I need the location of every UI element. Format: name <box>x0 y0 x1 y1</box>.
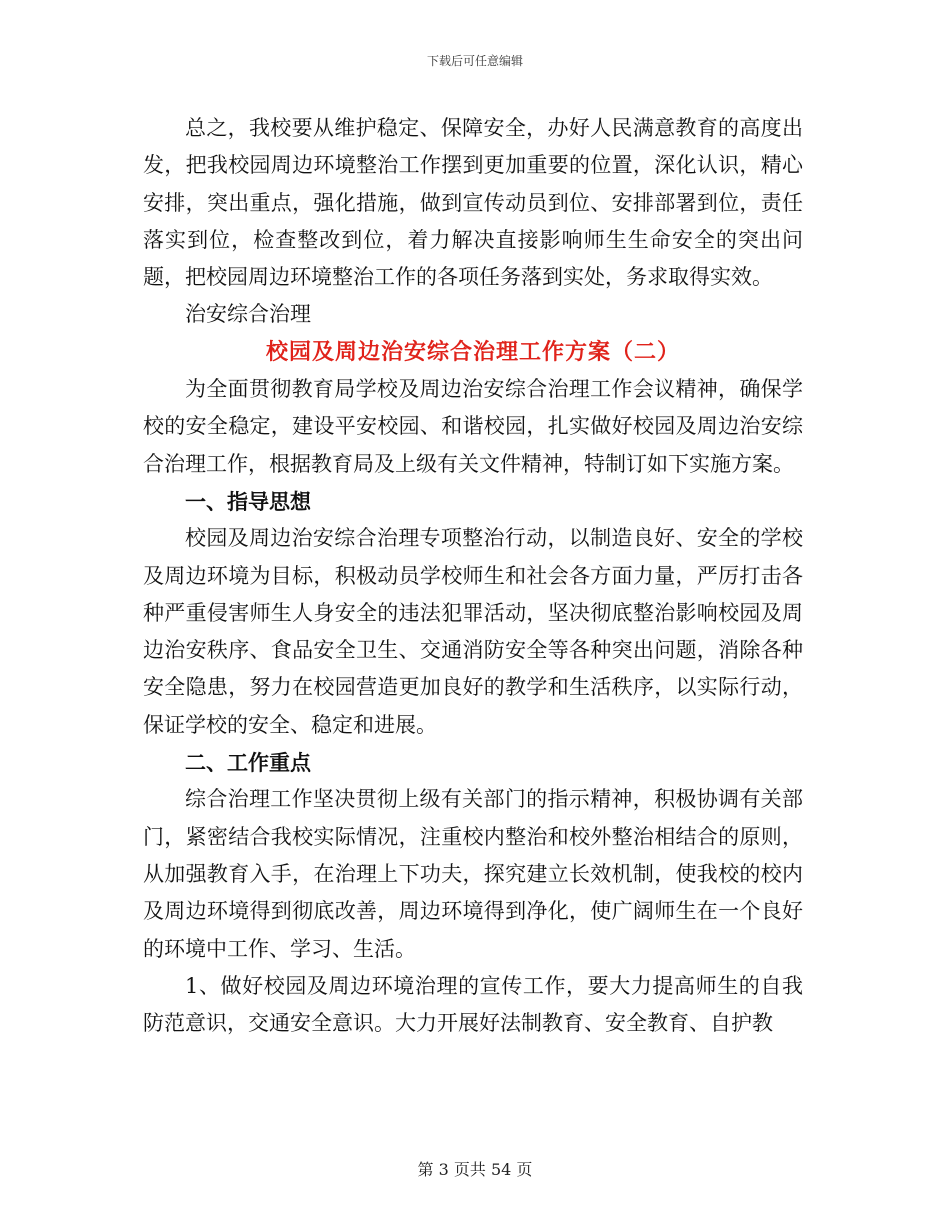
page-footer: 第 3 页共 54 页 <box>417 1160 533 1179</box>
paragraph-guiding-ideology: 校园及周边治安综合治理专项整治行动，以制造良好、安全的学校及周边环境为目标，积极动员学校师生和社会各方面力量，严厉打击各种严重侵害师生人身安全的违法犯罪活动，坚决彻底整治影响校园及周边治安秩序、食品安全卫生、交通消防安全等各种突出问题，消除各种安全隐患，努力在校园营造更加良好的教学和生活秩序，以实际行动，保证学校的安全、稳定和进展。 <box>143 526 803 737</box>
document-body <box>143 110 803 1042</box>
document-title: 校园及周边治安综合治理工作方案（二） <box>265 338 680 365</box>
paragraph-item-1: 1、做好校园及周边环境治理的宣传工作，要大力提高师生的自我防范意识，交通安全意识。大力开展好法制教育、安全教育、自护教 <box>143 973 803 1036</box>
heading-work-focus: 二、工作重点 <box>185 750 311 776</box>
paragraph-work-focus: 综合治理工作坚决贯彻上级有关部门的指示精神，积极协调有关部门，紧密结合我校实际情况，注重校内整治和校外整治相结合的原则，从加强教育入手，在治理上下功夫，探究建立长效机制，使我校的校内及周边环境得到彻底改善，周边环境得到净化，使广阔师生在一个良好的环境中工作、学习、生活。 <box>143 787 803 961</box>
heading-guiding-ideology: 一、指导思想 <box>185 488 311 514</box>
page-header: 下载后可任意编辑 <box>426 54 523 68</box>
paragraph-intro: 为全面贯彻教育局学校及周边治安综合治理工作会议精神，确保学校的安全稳定，建设平安校园、和谐校园，扎实做好校园及周边治安综合治理工作，根据教育局及上级有关文件精神，特制订如下实施方案。 <box>143 377 803 476</box>
paragraph-summary: 总之，我校要从维护稳定、保障安全，办好人民满意教育的高度出发，把我校园周边环境整治工作摆到更加重要的位置，深化认识，精心安排，突出重点，强化措施，做到宣传动员到位、安排部署到位，责任落实到位，检查整改到位，着力解决直接影响师生生命安全的突出问题，把校园周边环境整治工作的各项任务落到实处，务求取得实效。 <box>143 116 803 290</box>
section-label: 治安综合治理 <box>185 302 311 327</box>
